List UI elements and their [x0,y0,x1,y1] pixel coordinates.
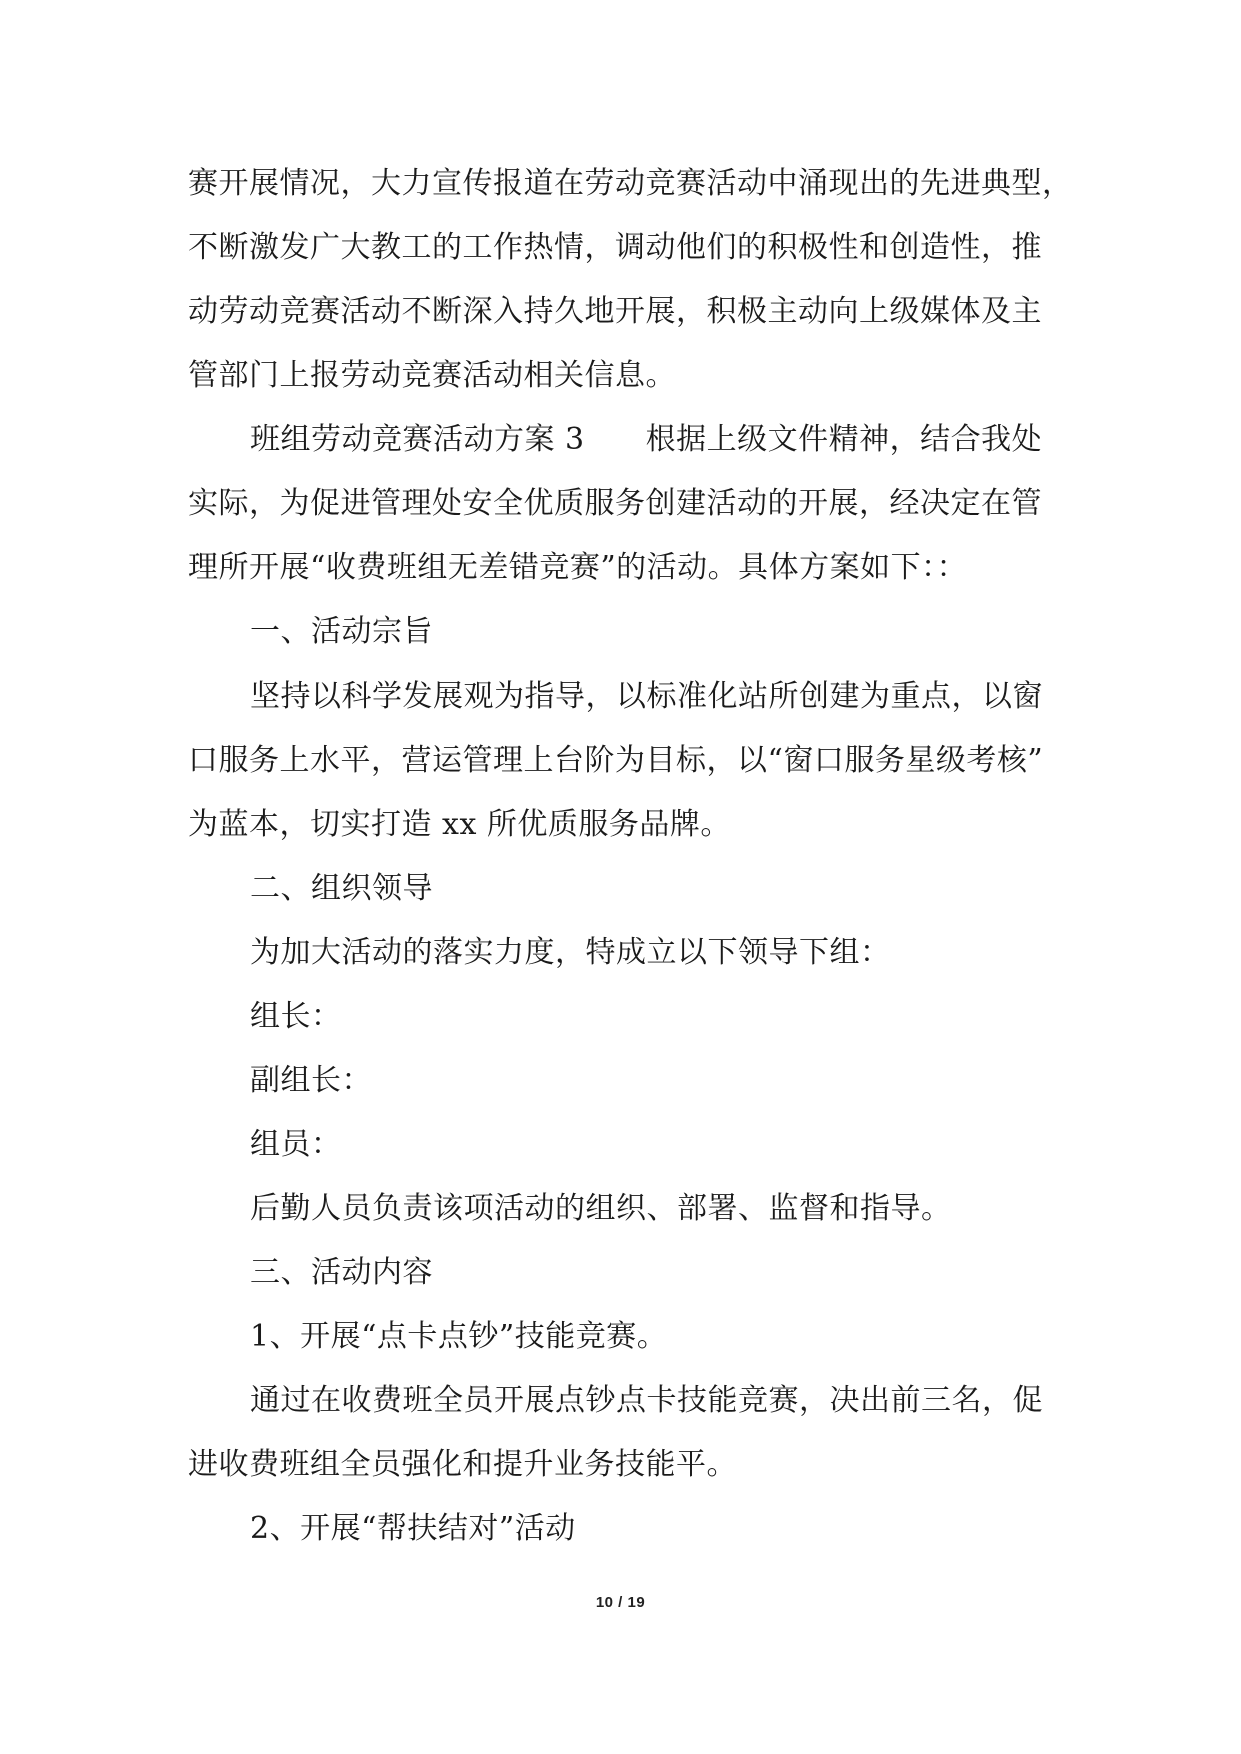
heading-purpose: 一、活动宗旨 [250,614,433,649]
body-text-line: 通过在收费班全员开展点钞点卡技能竞赛，决出前三名，促 [250,1383,1043,1418]
member-line: 组员： [250,1127,342,1162]
list-item: 2、开展“帮扶结对”活动 [250,1511,576,1546]
body-text-line: 不断激发广大教工的工作热情，调动他们的积极性和创造性，推 [188,230,1042,265]
list-item: 1、开展“点卡点钞”技能竞赛。 [250,1319,668,1354]
body-text-line: 为加大活动的落实力度，特成立以下领导下组： [250,935,891,970]
body-text-line: 坚持以科学发展观为指导，以标准化站所创建为重点，以窗 [250,679,1043,714]
body-text-line: 动劳动竞赛活动不断深入持久地开展，积极主动向上级媒体及主 [188,294,1042,329]
body-text-line: 后勤人员负责该项活动的组织、部署、监督和指导。 [250,1191,952,1226]
body-text-line: 赛开展情况，大力宣传报道在劳动竞赛活动中涌现出的先进典型， [188,166,1073,201]
deputy-leader-line: 副组长： [250,1063,372,1098]
body-text-line: 进收费班组全员强化和提升业务技能平。 [188,1447,737,1482]
team-leader-line: 组长： [250,999,342,1034]
body-text-line: 理所开展“收费班组无差错竞赛”的活动。具体方案如下：： [188,550,968,585]
page-number: 10 / 19 [595,1594,646,1611]
heading-activity-content: 三、活动内容 [250,1255,433,1290]
heading-organization: 二、组织领导 [250,871,433,906]
section-heading-line: 班组劳动竞赛活动方案 3 根据上级文件精神，结合我处 [250,422,1043,457]
body-text-line: 为蓝本，切实打造 xx 所优质服务品牌。 [188,807,731,842]
body-text-line: 管部门上报劳动竞赛活动相关信息。 [188,358,676,393]
body-text-line: 实际，为促进管理处安全优质服务创建活动的开展，经决定在管 [188,486,1042,521]
body-text-line: 口服务上水平，营运管理上台阶为目标，以“窗口服务星级考核” [188,743,1044,778]
